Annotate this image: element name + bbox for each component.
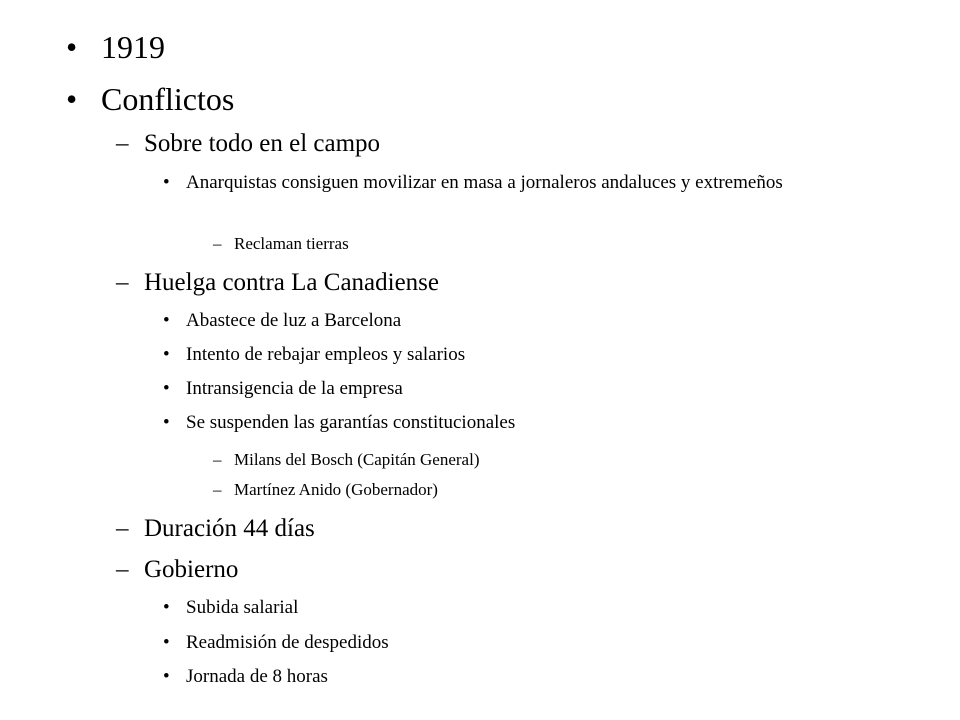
detail-text: Martínez Anido (Gobernador) — [234, 480, 438, 499]
point-text: Abastece de luz a Barcelona — [186, 310, 402, 331]
dash-marker: – — [116, 130, 129, 157]
bullet-marker: • — [163, 172, 170, 193]
subitem-text: Huelga contra La Canadiense — [144, 269, 440, 296]
bullet-marker: • — [163, 666, 170, 687]
dash-marker: – — [213, 234, 222, 253]
detail-text: Reclaman tierras — [234, 234, 349, 253]
point-text: Jornada de 8 horas — [186, 666, 328, 687]
point-text: Intento de rebajar empleos y salarios — [186, 344, 466, 365]
dash-marker: – — [213, 480, 222, 499]
point-text: Se suspenden las garantías constitucionales — [186, 412, 516, 433]
bullet-marker: • — [66, 81, 78, 117]
bullet-marker: • — [163, 344, 170, 365]
bullet-marker: • — [163, 412, 170, 433]
detail-text: Milans del Bosch (Capitán General) — [234, 450, 480, 469]
point-text: Readmisión de despedidos — [186, 632, 389, 653]
bullet-text: Conflictos — [101, 81, 235, 117]
subitem-text: Gobierno — [144, 556, 239, 583]
bullet-text: 1919 — [101, 29, 165, 65]
bullet-marker: • — [163, 310, 170, 331]
subitem-text: Sobre todo en el campo — [144, 130, 381, 157]
bullet-marker: • — [163, 378, 170, 399]
point-text: Intransigencia de la empresa — [186, 378, 403, 399]
point-text: Anarquistas consiguen movilizar en masa a jornaleros andaluces y extremeños — [186, 172, 783, 193]
bullet-marker: • — [163, 632, 170, 653]
dash-marker: – — [116, 556, 129, 583]
subitem-text: Duración 44 días — [144, 515, 315, 542]
point-text: Subida salarial — [186, 597, 299, 618]
bullet-marker: • — [163, 597, 170, 618]
dash-marker: – — [116, 515, 129, 542]
dash-marker: – — [116, 269, 129, 296]
dash-marker: – — [213, 450, 222, 469]
bullet-marker: • — [66, 29, 78, 65]
